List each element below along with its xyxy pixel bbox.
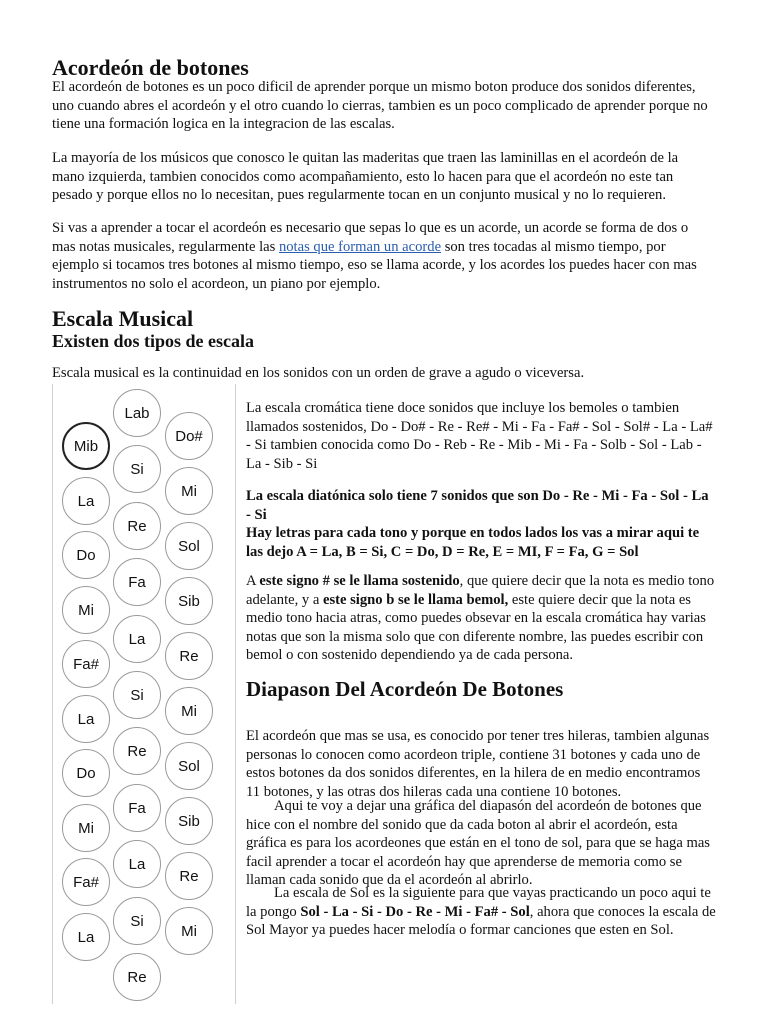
section-title-escala: Escala Musical: [52, 306, 194, 331]
accordion-button-right-5: Mi: [165, 687, 213, 735]
accordion-button-left-0: Mib: [62, 422, 110, 470]
accordion-button-middle-8: La: [113, 840, 161, 888]
accordion-button-middle-2: Re: [113, 502, 161, 550]
accordion-button-right-0: Do#: [165, 412, 213, 460]
paragraph-acorde: Si vas a aprender a tocar el acordeón es necesario que sepas lo que es un acorde, un acorde se forma de dos o mas notas musicales, regularmente las notas que forman un acorde son tres tocadas al mismo tiempo, por ejemplo si tocamos tres botones al mismo tiempo, eso se llama acorde, y los acordes los puedes hacer con mas instrumentos no solo el acordeon, un piano por ejemplo.: [52, 220, 697, 292]
accordion-button-left-9: La: [62, 913, 110, 961]
paragraph-grafica: Aqui te voy a dejar una gráfica del diapasón del acordeón de botones que hice con el nombre del sonido que da cada boton al abrir el acordeón, esta gráfica es para los acordeones que están en el tono de sol, para que se haga mas facil aprender a tocar el acordeón hay que aprenderse de memoria como se llaman cada sonido que da el acordeón al abrirlo.: [246, 798, 710, 888]
accordion-button-right-4: Re: [165, 632, 213, 680]
accordion-button-left-5: La: [62, 695, 110, 743]
paragraph-diapason: El acordeón que mas se usa, es conocido por tener tres hileras, tambien algunas personas lo conocen como acordeon triple, contiene 31 botones y cada uno de estos botones da dos sonidos diferentes, en la hilera de en medio encontramos 11 botones, y las otras dos hileras cada una contiene 10 botones.: [246, 728, 710, 800]
accordion-button-middle-0: Lab: [113, 389, 161, 437]
accordion-button-left-3: Mi: [62, 586, 110, 634]
accordion-button-right-7: Sib: [165, 797, 213, 845]
accordion-button-left-2: Do: [62, 531, 110, 579]
paragraph-cromatica: La escala cromática tiene doce sonidos que incluye los bemoles o tambien llamados sostenidos, Do - Do# - Re - Re# - Mi - Fa - Fa# - Sol - Sol# - La - La# - Si tambien conocida como Do - Reb - Re - Mib - Mi - Fa - Solb - Sol - Lab - La - Sib - Si: [246, 400, 713, 472]
accordion-button-middle-3: Fa: [113, 558, 161, 606]
accordion-button-right-6: Sol: [165, 742, 213, 790]
accordion-button-middle-5: Si: [113, 671, 161, 719]
accordion-button-left-6: Do: [62, 749, 110, 797]
section-title-diapason: Diapason Del Acordeón De Botones: [246, 677, 564, 701]
section-title-acordeon: Acordeón de botones: [52, 55, 249, 80]
accordion-button-middle-1: Si: [113, 445, 161, 493]
link-notas-acorde[interactable]: notas que forman un acorde: [278, 238, 442, 255]
accordion-button-right-8: Re: [165, 852, 213, 900]
accordion-button-left-1: La: [62, 477, 110, 525]
accordion-button-left-7: Mi: [62, 804, 110, 852]
accordion-button-middle-9: Si: [113, 897, 161, 945]
paragraph-escala-sol: La escala de Sol es la siguiente para que vayas practicando un poco aqui te la pongo Sol - La - Si - Do - Re - Mi - Fa# - Sol, ahora que conoces la escala de Sol Mayor ya puedes hacer melodía o formar canciones que esten en Sol.: [246, 885, 716, 938]
accordion-button-left-4: Fa#: [62, 640, 110, 688]
accordion-button-right-2: Sol: [165, 522, 213, 570]
accordion-button-left-8: Fa#: [62, 858, 110, 906]
accordion-button-middle-7: Fa: [113, 784, 161, 832]
paragraph-intro: El acordeón de botones es un poco dificil de aprender porque un mismo boton produce dos sonidos diferentes, uno cuando abres el acordeón y el otro cuando lo cierras, tambien es un poco complicado de aprender porque no tiene una formación logica en la integracion de las escalas.: [52, 79, 708, 132]
paragraph-escala-def: Escala musical es la continuidad en los sonidos con un orden de grave a agudo o viceversa.: [52, 365, 585, 381]
accordion-button-middle-6: Re: [113, 727, 161, 775]
accordion-button-right-1: Mi: [165, 467, 213, 515]
accordion-button-right-3: Sib: [165, 577, 213, 625]
accordion-button-right-9: Mi: [165, 907, 213, 955]
accordion-button-middle-4: La: [113, 615, 161, 663]
paragraph-musicos: La mayoría de los músicos que conosco le quitan las maderitas que traen las laminillas en el acordeón de la mano izquierda, tambien conocidos como acompañamiento, esto lo hacen para que el acordeón no este tan pesado y porque ellos no lo necesitan, pues regularmente tocan en un conjunto musical y no lo requieren.: [52, 150, 679, 203]
section-subtitle-tipos: Existen dos tipos de escala: [52, 331, 255, 351]
paragraph-diatonica: La escala diatónica solo tiene 7 sonidos que son Do - Re - Mi - Fa - Sol - La - Si Hay letras para cada tono y porque en todos lados los vas a mirar aqui te las dejo A = La, B = Si, C = Do, D = Re, E = MI, F = Fa, G = Sol: [246, 488, 709, 560]
accordion-button-middle-10: Re: [113, 953, 161, 1001]
paragraph-signos: A este signo # se le llama sostenido, que quiere decir que la nota es medio tono adelante, y a este signo b se le llama bemol, este quiere decir que la nota es medio tono hacia atras, como puedes obsevar en la escala cromática hay varias notas que son la misma solo que con diferente nombre, las puedes escribir con bemol o con sostenido dependiendo ya de cada persona.: [246, 573, 715, 663]
